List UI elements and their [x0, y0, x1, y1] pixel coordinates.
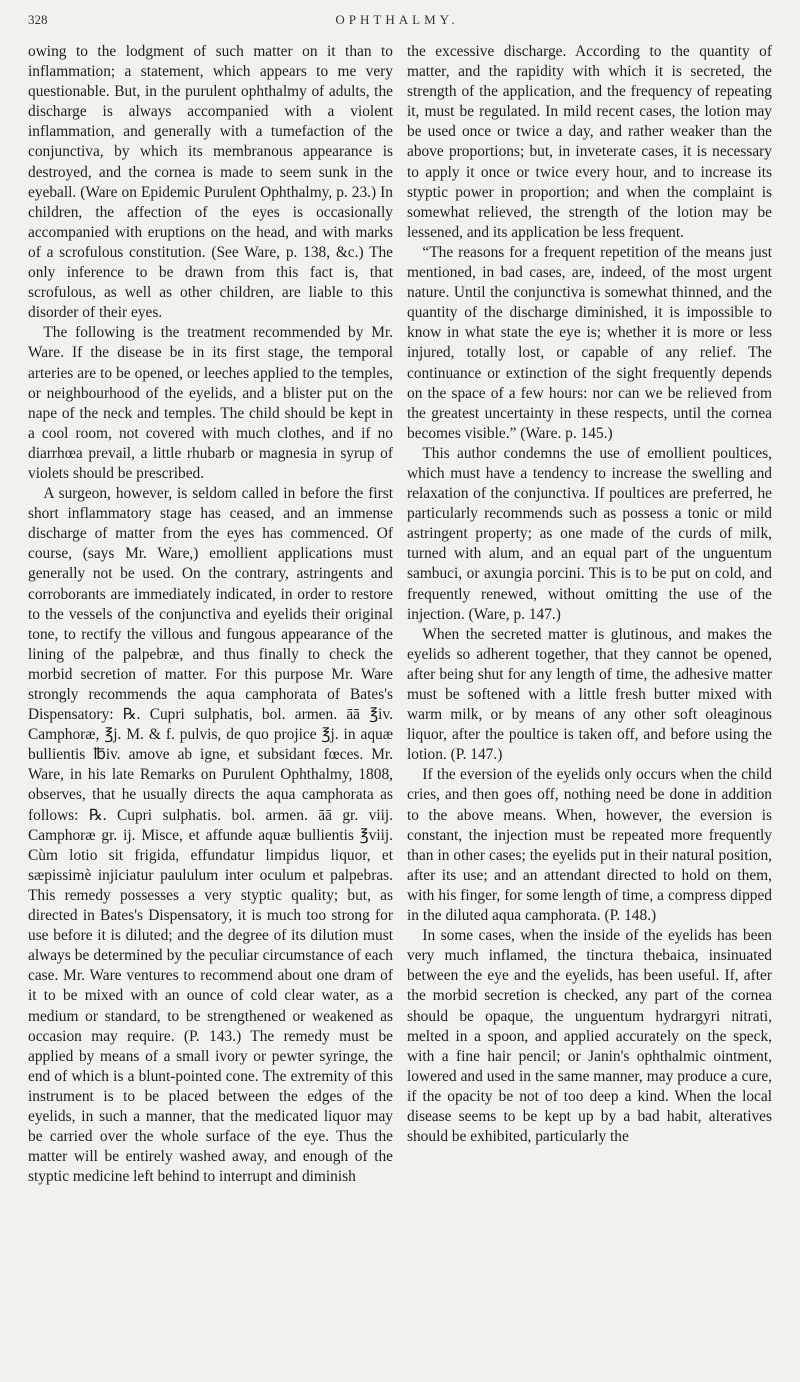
- text-columns: [28, 42, 772, 1187]
- page-number: 328: [28, 12, 48, 27]
- right-column: [407, 42, 772, 1187]
- paragraph: The following is the treatment recommended by Mr. Ware. If the disease be in its first stage, the temporal arteries are to be opened, or leeches applied to the temples, or neighbourhood of the eyelids, and a blister put on the nape of the neck and temples. The child should be kept in a cool room, not covered with much clothes, and if no diarrhœa prevail, a little rhubarb or magnesia in syrup of violets should be prescribed.: [28, 324, 393, 482]
- paragraph: owing to the lodgment of such matter on it than to inflammation; a statement, which appears to me very questionable. But, in the purulent ophthalmy of adults, the discharge is always accompanied with a violent inflammation, and generally with a tumefaction of the conjunctiva, by which its membranous appearance is destroyed, and the cornea is made to seem sunk in the eyeball. (Ware on Epidemic Purulent Ophthalmy, p. 23.) In children, the affection of the eyes is occasionally accompanied with eruptions on the head, and with marks of a scrofulous constitution. (See Ware, p. 138, &c.) The only inference to be drawn from this fact is, that scrofulous, as well as other children, are liable to this disorder of their eyes.: [28, 43, 393, 322]
- paragraph: the excessive discharge. According to the quantity of matter, and the rapidity with which it is secreted, the strength of the application, and the frequency of repeating it, must be regulated. In mild recent cases, the lotion may be used once or twice a day, and rather weaker than the above proportions; but, in inveterate cases, it is necessary to apply it once or twice every hour, and to increase its styptic power in proportion; and when the complaint is somewhat relieved, the strength of the lotion may be lessened, and its application be less frequent.: [407, 43, 772, 241]
- paragraph: If the eversion of the eyelids only occurs when the child cries, and then goes off, nothing need be done in addition to the above means. When, however, the eversion is constant, the injection must be repeated more frequently than in other cases; the eyelids put in their natural position, after its use; and an attendant directed to hold on them, with his finger, for some length of time, a compress dipped in the diluted aqua camphorata. (P. 148.): [407, 766, 772, 925]
- paragraph: When the secreted matter is glutinous, and makes the eyelids so adherent together, that they cannot be opened, after being shut for any length of time, the adhesive matter must be softened with a little fresh butter mixed with warm milk, or by means of any other soft oleaginous liquor, after the poultice is taken off, and before using the lotion. (P. 147.): [407, 625, 772, 764]
- left-column: [28, 42, 393, 1187]
- page-header: [28, 12, 772, 36]
- paragraph: In some cases, when the inside of the eyelids has been very much inflamed, the tinctura thebaica, insinuated between the eye and the eyelids, has been useful. If, after the morbid secretion is checked, any part of the cornea should be opaque, the unguentum hydrargyri nitrati, melted in a spoon, and applied accurately on the speck, with a fine hair pencil; or Janin's ophthalmic ointment, lowered and used in the same manner, may produce a cure, if the opacity be not of too deep a kind. When the local disease seems to be kept up by a bad habit, alteratives should be exhibited, particularly the: [407, 927, 772, 1146]
- running-head: OPHTHALMY.: [335, 12, 459, 27]
- paragraph: A surgeon, however, is seldom called in before the first short inflammatory stage has ceased, and an immense discharge of matter from the eyes has commenced. Of course, (says Mr. Ware,) emollient applications must generally not be used. On the contrary, astringents and corroborants are immediately indicated, in order to restore to the vessels of the conjunctiva and eyelids their original tone, to rectify the villous and fungous appearance of the lining of the palpebræ, and thus finally to check the morbid secretion of matter. For this purpose Mr. Ware strongly recommends the aqua camphorata of Bates's Dispensatory: ℞. Cupri sulphatis, bol. armen. āā ℥iv. Camphoræ, ℥j. M. & f. pulvis, de quo projice ℥j. in aquæ bullientis ℔iv. amove ab igne, et subsidant fœces. Mr. Ware, in his late Remarks on Purulent Ophthalmy, 1808, observes, that he usually directs the aqua camphorata as follows: ℞. Cupri sulphatis. bol. armen. āā gr. viij. Camphoræ gr. ij. Misce, et affunde aquæ bullientis ℥viij. Cùm lotio sit frigida, effundatur limpidus liquor, et sæpissimè injiciatur paululum inter oculum et palpebras. This remedy possesses a very styptic quality; but, as directed in Bates's Dispensatory, it is much too strong for use before it is diluted; and the degree of its dilution must always be determined by the peculiar circumstance of each case. Mr. Ware ventures to recommend about one dram of it to be mixed with an ounce of cold clear water, as a medium or standard, to be strengthened or weakened as occasion may require. (P. 143.) The remedy must be applied by means of a small ivory or pewter syringe, the end of which is a blunt-pointed cone. The extremity of this instrument is to be placed between the edges of the eyelids, in such a manner, that the medicated liquor may be carried over the whole surface of the eye. Thus the matter will be entirely washed away, and enough of the styptic medicine left behind to interrupt and diminish: [28, 485, 393, 1186]
- paragraph: “The reasons for a frequent repetition of the means just mentioned, in bad cases, are, indeed, of the most urgent nature. Until the conjunctiva is somewhat thinned, and the quantity of the discharge diminished, it is impossible to know in what state the eye is; whether it is more or less injured, totally lost, or capable of any relief. The continuance or extinction of the sight frequently depends on the space of a few hours: nor can we be relieved from the greatest uncertainty in these respects, until the cornea becomes visible.” (Ware. p. 145.): [407, 243, 772, 442]
- paragraph: This author condemns the use of emollient poultices, which must have a tendency to increase the swelling and relaxation of the conjunctiva. If poultices are preferred, he particularly recommends such as possess a tonic or mild astringent property; as one made of the curds of milk, turned with alum, and an equal part of the unguentum sambuci, or axungia porcini. This is to be put on cold, and frequently renewed, without omitting the use of the injection. (Ware, p. 147.): [407, 444, 772, 623]
